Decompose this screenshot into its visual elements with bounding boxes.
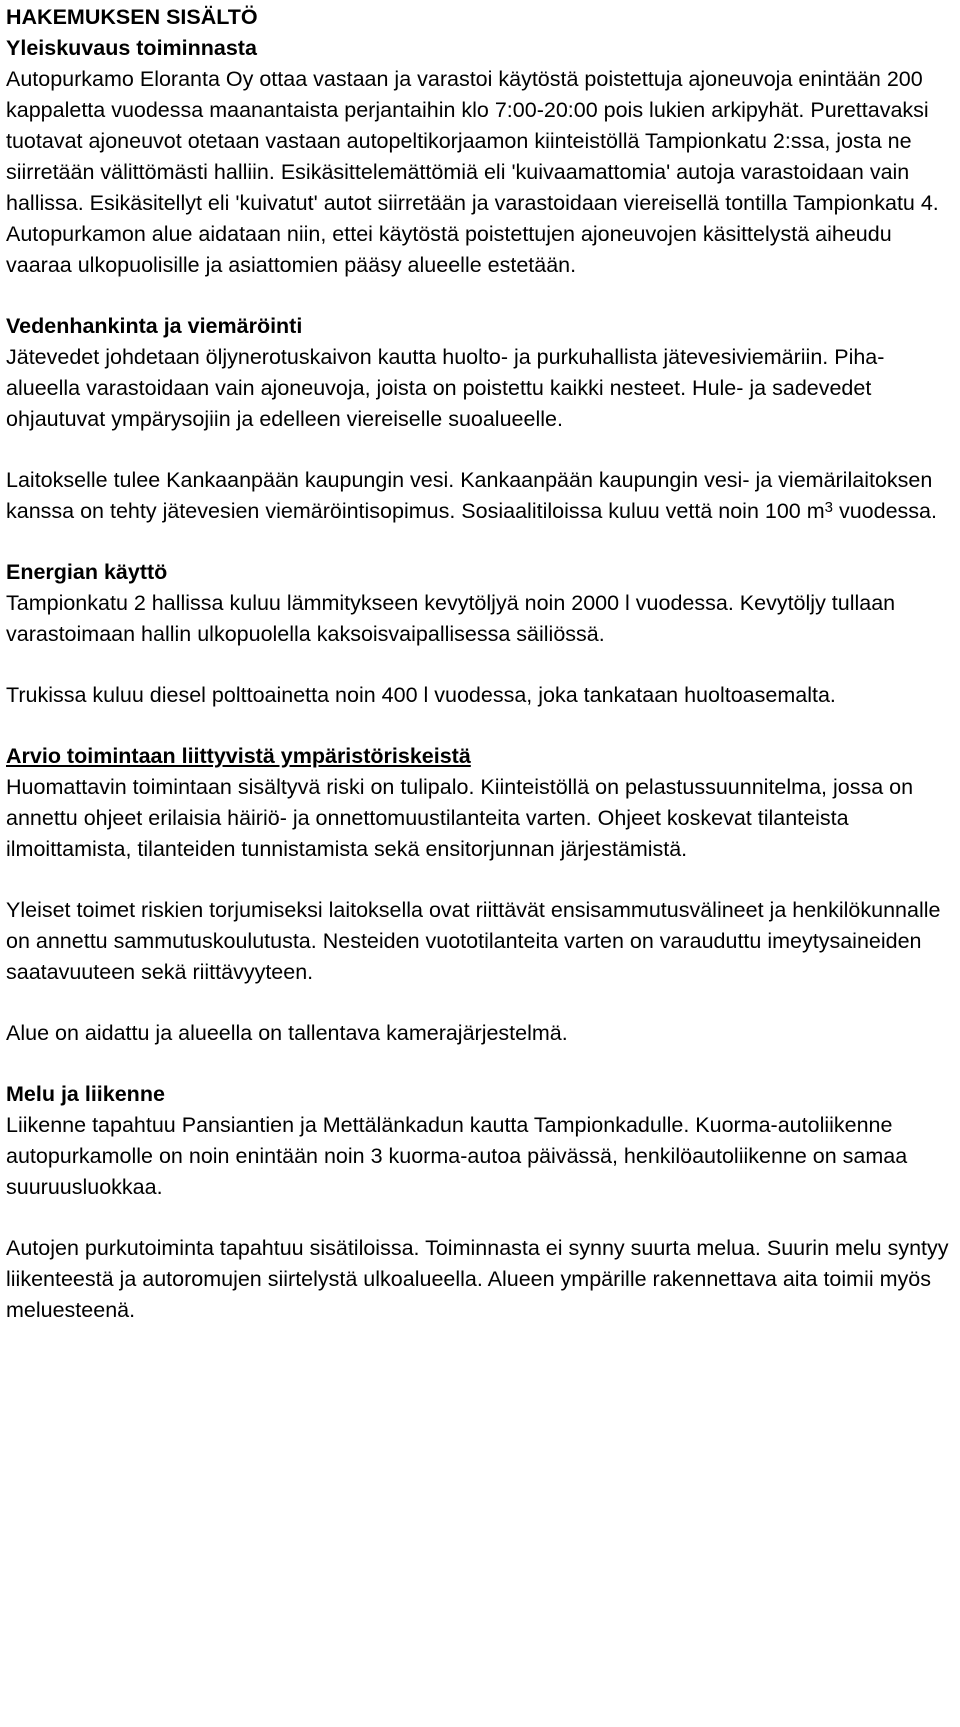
document-page bbox=[6, 0, 956, 1326]
paragraph-risks-2: Yleiset toimet riskien torjumiseksi laitoksella ovat riittävät ensisammutusvälineet ja henkilökunnalle on annettu sammutuskoulutusta. Nesteiden vuototilanteita varten on varauduttu imeytysaineiden saatavuuteen sekä riittävyyteen. bbox=[6, 898, 941, 984]
spacer bbox=[6, 1203, 956, 1233]
heading-overview: Yleiskuvaus toiminnasta bbox=[6, 36, 257, 60]
spacer bbox=[6, 988, 956, 1018]
water-text-after: vuodessa. bbox=[832, 499, 937, 523]
water-text-before: Laitokselle tulee Kankaanpään kaupungin vesi. Kankaanpään kaupungin vesi- ja viemärilaitoksen kanssa on tehty jätevesien viemäröintisopimus. Sosiaalitiloissa kuluu vettä noin 100 m bbox=[6, 468, 933, 523]
spacer bbox=[6, 711, 956, 741]
paragraph-water-1: Jätevedet johdetaan öljynerotuskaivon kautta huolto- ja purkuhallista jätevesiviemäriin. Piha-alueella varastoidaan vain ajoneuvoja, joista on poistettu kaikki nesteet. Hule- ja sadevedet ohjautuvat ympärysojiin ja edelleen viereiselle suoalueelle. bbox=[6, 345, 885, 431]
paragraph-water-2 bbox=[6, 465, 956, 527]
paragraph-overview: Autopurkamo Eloranta Oy ottaa vastaan ja varastoi käytöstä poistettuja ajoneuvoja enintään 200 kappaletta vuodessa maanantaista perjantaihin klo 7:00-20:00 pois lukien arkipyhät. Purettavaksi tuotavat ajoneuvot otetaan vastaan autopeltikorjaamon kiinteistöllä Tampionkatu 2:ssa, josta ne siirretään välittömästi halliin. Esikäsittelemättömiä eli 'kuivaamattomia' autoja varastoidaan vain hallissa. Esikäsitellyt eli 'kuivatut' autot siirretään ja varastoidaan viereisellä tontilla Tampionkatu 4. Autopurkamon alue aidataan niin, ettei käytöstä poistettujen ajoneuvojen käsittelystä aiheudu vaaraa ulkopuolisille ja asiattomien pääsy alueelle estetään. bbox=[6, 67, 939, 277]
paragraph-energy-2: Trukissa kuluu diesel polttoainetta noin 400 l vuodessa, joka tankataan huoltoasemalta. bbox=[6, 683, 836, 707]
heading-energy: Energian käyttö bbox=[6, 560, 168, 584]
spacer bbox=[6, 1049, 956, 1079]
spacer bbox=[6, 527, 956, 557]
superscript-cubic: 3 bbox=[824, 499, 833, 516]
paragraph-noise-2: Autojen purkutoiminta tapahtuu sisätiloissa. Toiminnasta ei synny suurta melua. Suurin melu syntyy liikenteestä ja autoromujen siirtelystä ulkoalueella. Alueen ympärille rakennettava aita toimii myös meluesteenä. bbox=[6, 1236, 949, 1322]
spacer bbox=[6, 435, 956, 465]
document-title: HAKEMUKSEN SISÄLTÖ bbox=[6, 5, 258, 29]
paragraph-noise-1: Liikenne tapahtuu Pansiantien ja Mettälänkadun kautta Tampionkadulle. Kuorma-autoliikenne autopurkamolle on noin enintään noin 3 kuorma-autoa päivässä, henkilöautoliikenne on samaa suuruusluokkaa. bbox=[6, 1113, 908, 1199]
paragraph-risks-3: Alue on aidattu ja alueella on tallentava kamerajärjestelmä. bbox=[6, 1021, 568, 1045]
heading-risks: Arvio toimintaan liittyvistä ympäristöriskeistä bbox=[6, 744, 471, 768]
paragraph-energy-1: Tampionkatu 2 hallissa kuluu lämmitykseen kevytöljyä noin 2000 l vuodessa. Kevytöljy tullaan varastoimaan hallin ulkopuolella kaksoisvaipallisessa säiliössä. bbox=[6, 591, 896, 646]
heading-water: Vedenhankinta ja viemäröinti bbox=[6, 314, 303, 338]
spacer bbox=[6, 865, 956, 895]
heading-noise: Melu ja liikenne bbox=[6, 1082, 165, 1106]
spacer bbox=[6, 281, 956, 311]
spacer bbox=[6, 650, 956, 680]
paragraph-risks-1: Huomattavin toimintaan sisältyvä riski on tulipalo. Kiinteistöllä on pelastussuunnitelma, jossa on annettu ohjeet erilaisia häiriö- ja onnettomuustilanteita varten. Ohjeet koskevat tilanteista ilmoittamista, tilanteiden tunnistamista sekä ensitorjunnan järjestämistä. bbox=[6, 775, 914, 861]
